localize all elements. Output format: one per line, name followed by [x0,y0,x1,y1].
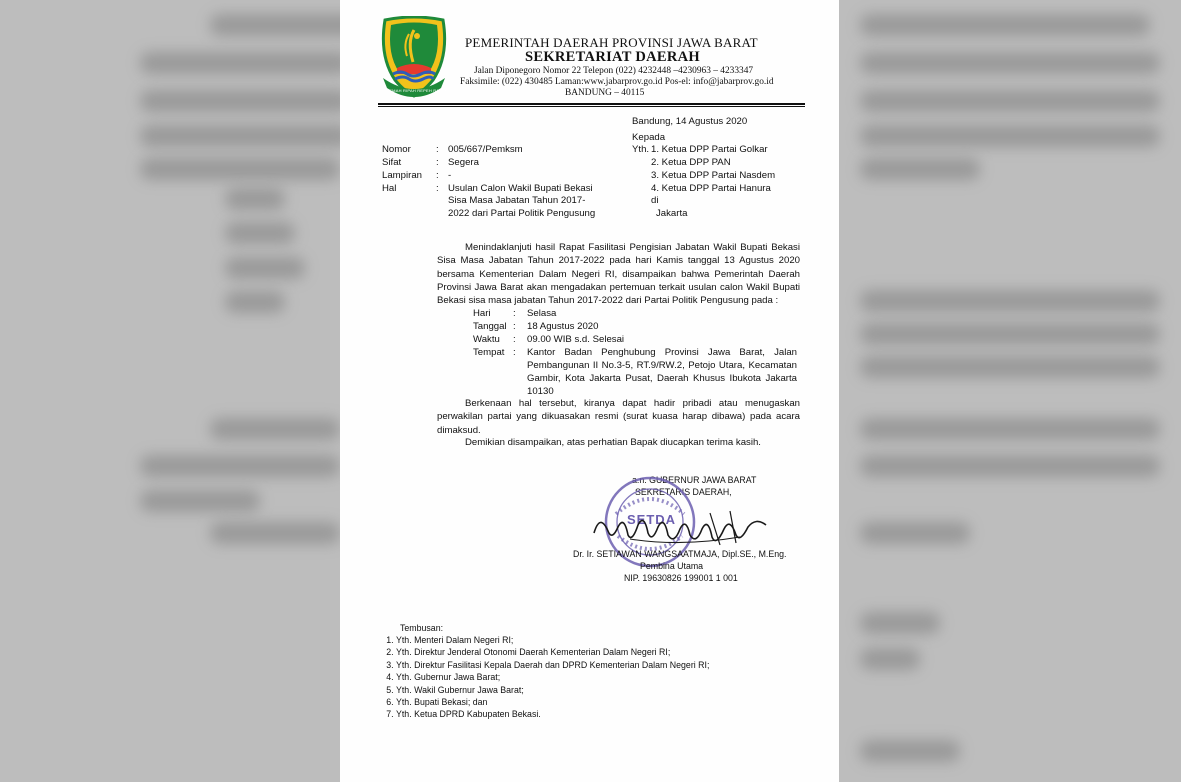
schedule-colon: : [513,334,516,345]
letterhead-government: PEMERINTAH DAERAH PROVINSI JAWA BARAT [465,35,758,50]
schedule-colon: : [513,347,516,358]
letterhead-city: BANDUNG – 40115 [565,88,645,98]
recipient-place: Jakarta [656,208,688,219]
letterhead-contacts: Faksimile: (022) 430485 Laman:www.jabarprov.go.id Pos-el: info@jabarprov.go.id [460,77,774,87]
tembusan-item: 7. Yth. Ketua DPRD Kabupaten Bekasi. [396,708,814,720]
schedule-value: Selasa [527,308,557,319]
recipient-item: 4. Ketua DPP Partai Hanura [651,183,771,194]
meta-colon: : [436,183,439,194]
letterhead-address: Jalan Diponegoro Nomor 22 Telepon (022) 4232448 –4230963 – 4233347 [474,66,754,76]
schedule-label: Tempat [473,347,505,358]
recipient-item: 2. Ketua DPP PAN [651,157,731,168]
tembusan-heading: Tembusan: [400,623,444,633]
meta-value-cont: Sisa Masa Jabatan Tahun 2017- [448,195,586,206]
stamp-text: SETDA [627,512,677,527]
recipient-di: di [651,195,659,206]
signer-rank: Pembina Utama [640,561,704,571]
signer-name: Dr. Ir. SETIAWAN WANGSAATMAJA, Dipl.SE., M.Eng. [573,549,787,559]
schedule-colon: : [513,308,516,319]
body-paragraph-1: Menindaklanjuti hasil Rapat Fasilitasi Pengisian Jabatan Wakil Bupati Bekasi Sisa Masa Jabatan Tahun 2017-2022 pada hari Kamis tanggal 13 Agustus 2020 bersama Kementerian Dalam Negeri RI, disampaikan bahwa Pemerintah Daerah Provinsi Jawa Barat akan mengadakan pertemuan terkait usulan calon Wakil Bupati Bekasi sisa masa jabatan Tahun 2017-2022 dari Partai Politik Pengusung pada : [437,242,800,307]
signer-nip: NIP. 19630826 199001 1 001 [624,573,738,583]
tembusan-item: 2. Yth. Direktur Jenderal Otonomi Daerah Kementerian Dalam Negeri RI; [396,646,814,658]
schedule-value: 09.00 WIB s.d. Selesai [527,334,625,345]
letter-page [340,0,839,782]
schedule-label: Waktu [473,334,500,345]
meta-value: Usulan Calon Wakil Bupati Bekasi [448,183,593,194]
west-java-emblem-icon [377,16,451,98]
tembusan-item: 6. Yth. Bupati Bekasi; dan [396,696,814,708]
body-paragraph-2: Berkenaan hal tersebut, kiranya dapat hadir pribadi atau menugaskan perwakilan partai yang dikuasakan resmi (surat kuasa harap dibawa) pada acara dimaksud. [437,398,800,436]
tembusan-item: 5. Yth. Wakil Gubernur Jawa Barat; [396,684,814,696]
meta-colon: : [436,144,439,155]
meta-label: Hal [382,183,397,194]
meta-label: Sifat [382,157,402,168]
recipient-item: 3. Ketua DPP Partai Nasdem [651,170,776,181]
date-line: Bandung, 14 Agustus 2020 [632,116,748,127]
meta-colon: : [436,157,439,168]
schedule-value: 18 Agustus 2020 [527,321,599,332]
meta-value-cont: 2022 dari Partai Politik Pengusung [448,208,596,219]
meta-colon: : [436,170,439,181]
meta-label: Lampiran [382,170,422,181]
handwritten-signature-icon [590,505,780,549]
meta-value: 005/667/Pemksm [448,144,523,155]
letterhead-secretariat: SEKRETARIAT DAERAH [525,49,701,65]
body-paragraph-3: Demikian disampaikan, atas perhatian Bapak diucapkan terima kasih. [465,437,761,448]
signature-title: SEKRETARIS DAERAH, [635,487,732,497]
schedule-colon: : [513,321,516,332]
letterhead-rule [378,103,805,105]
tembusan-list [374,634,814,721]
recipient-yth: Yth. [632,144,650,155]
meta-label: Nomor [382,144,411,155]
schedule-label: Tanggal [473,321,507,332]
signature-an: a.n. GUBERNUR JAWA BARAT [632,475,757,485]
emblem-motto: GEMAH RIPAH REPEH RAPIH [386,88,447,93]
recipient-item: 1. Ketua DPP Partai Golkar [651,144,768,155]
meta-value: - [448,170,452,181]
meta-value: Segera [448,157,479,168]
recipient-kepada: Kepada [632,132,666,143]
letterhead-rule-thin [378,106,805,107]
tembusan-item: 4. Yth. Gubernur Jawa Barat; [396,671,814,683]
schedule-value-place: Kantor Badan Penghubung Provinsi Jawa Barat, Jalan Pembangunan II No.3-5, RT.9/RW.2, Petojo Utara, Kecamatan Gambir, Kota Jakarta Pusat, Daerah Khusus Ibukota Jakarta 10130 [527,347,797,397]
tembusan-item: 3. Yth. Direktur Fasilitasi Kepala Daerah dan DPRD Kementerian Dalam Negeri RI; [396,659,814,671]
schedule-label: Hari [473,308,491,319]
tembusan-item: 1. Yth. Menteri Dalam Negeri RI; [396,634,814,646]
